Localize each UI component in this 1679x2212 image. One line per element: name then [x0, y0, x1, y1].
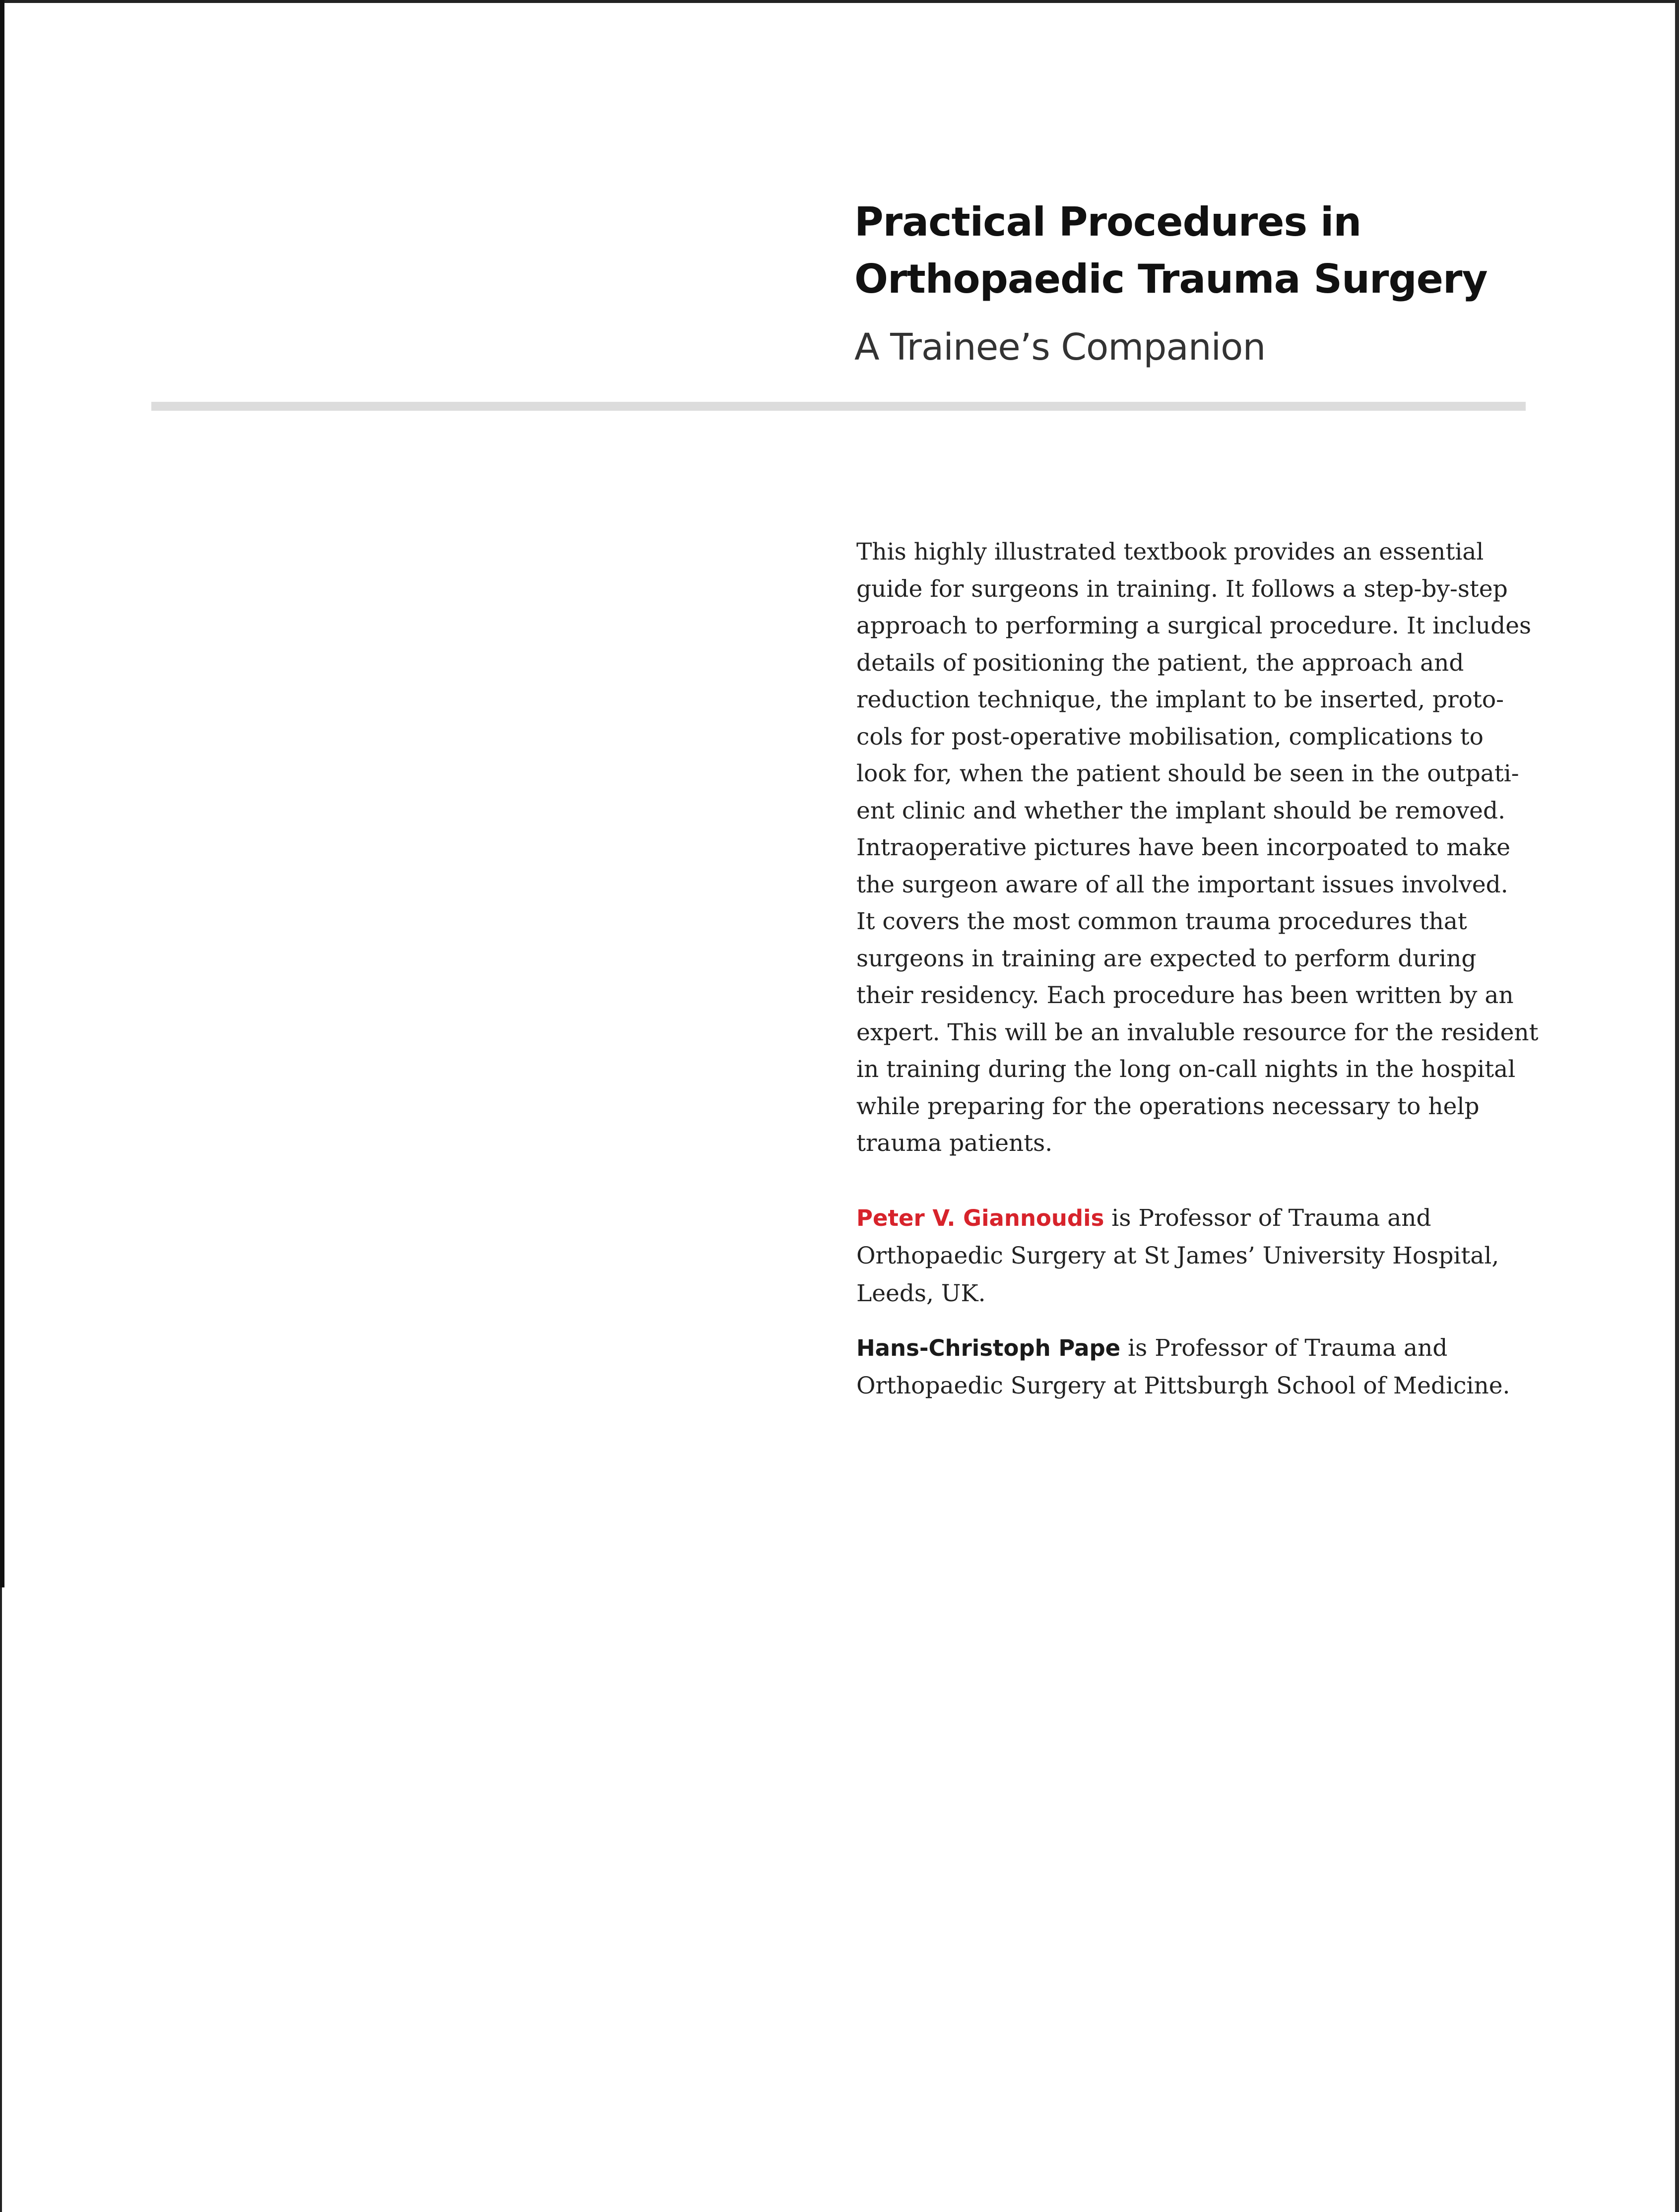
book-title-line-2: Orthopaedic Trauma Surgery	[854, 256, 1487, 302]
author-bio-giannoudis	[856, 1200, 1541, 1313]
author-bio-line: Leeds, UK.	[856, 1280, 986, 1307]
author-bio-first-line	[856, 1329, 1541, 1367]
author-bio-text: is Professor of Trauma and	[1120, 1334, 1448, 1362]
description-line: trauma patients.	[856, 1130, 1053, 1157]
author-bio-line: Orthopaedic Surgery at St James’ University Hospital,	[856, 1242, 1499, 1269]
description-line: expert. This will be an invaluble resource for the resident	[856, 1018, 1539, 1046]
description-line: Intraoperative pictures have been incorpoated to make	[856, 834, 1511, 861]
description-line: details of positioning the patient, the approach and	[856, 649, 1464, 677]
author-bio-pape	[856, 1329, 1541, 1405]
description-line: reduction technique, the implant to be inserted, proto-	[856, 686, 1504, 713]
book-description	[856, 534, 1539, 1162]
author-name-pape: Hans-Christoph Pape	[856, 1335, 1121, 1361]
scan-edge-top	[0, 0, 1679, 3]
book-subtitle: A Trainee’s Companion	[854, 326, 1266, 369]
scan-edge-right	[1675, 0, 1679, 2212]
description-line: This highly illustrated textbook provides an essential	[856, 538, 1484, 566]
description-line: the surgeon aware of all the important issues involved.	[856, 871, 1508, 898]
book-title-line-1: Practical Procedures in	[854, 199, 1361, 245]
description-line: It covers the most common trauma procedures that	[856, 908, 1467, 935]
description-line: their residency. Each procedure has been written by an	[856, 982, 1514, 1009]
description-line: while preparing for the operations necessary to help	[856, 1092, 1480, 1120]
scan-edge-left-lower	[0, 1587, 2, 2212]
author-bio-text: is Professor of Trauma and	[1104, 1204, 1431, 1232]
scan-edge-left	[0, 0, 4, 1587]
description-line: look for, when the patient should be seen in the outpati-	[856, 760, 1519, 787]
book-title	[854, 193, 1524, 308]
author-bio-line: Orthopaedic Surgery at Pittsburgh School of Medicine.	[856, 1372, 1510, 1399]
author-name-giannoudis: Peter V. Giannoudis	[856, 1205, 1104, 1231]
divider-rule	[151, 402, 1526, 411]
description-line: approach to performing a surgical procedure. It includes	[856, 612, 1532, 639]
description-line: ent clinic and whether the implant should be removed.	[856, 797, 1506, 824]
description-line: surgeons in training are expected to perform during	[856, 945, 1477, 972]
description-line: in training during the long on-call nights in the hospital	[856, 1056, 1516, 1083]
author-bio-first-line	[856, 1200, 1541, 1237]
description-line: guide for surgeons in training. It follows a step-by-step	[856, 575, 1508, 603]
description-line: cols for post-operative mobilisation, complications to	[856, 723, 1484, 751]
